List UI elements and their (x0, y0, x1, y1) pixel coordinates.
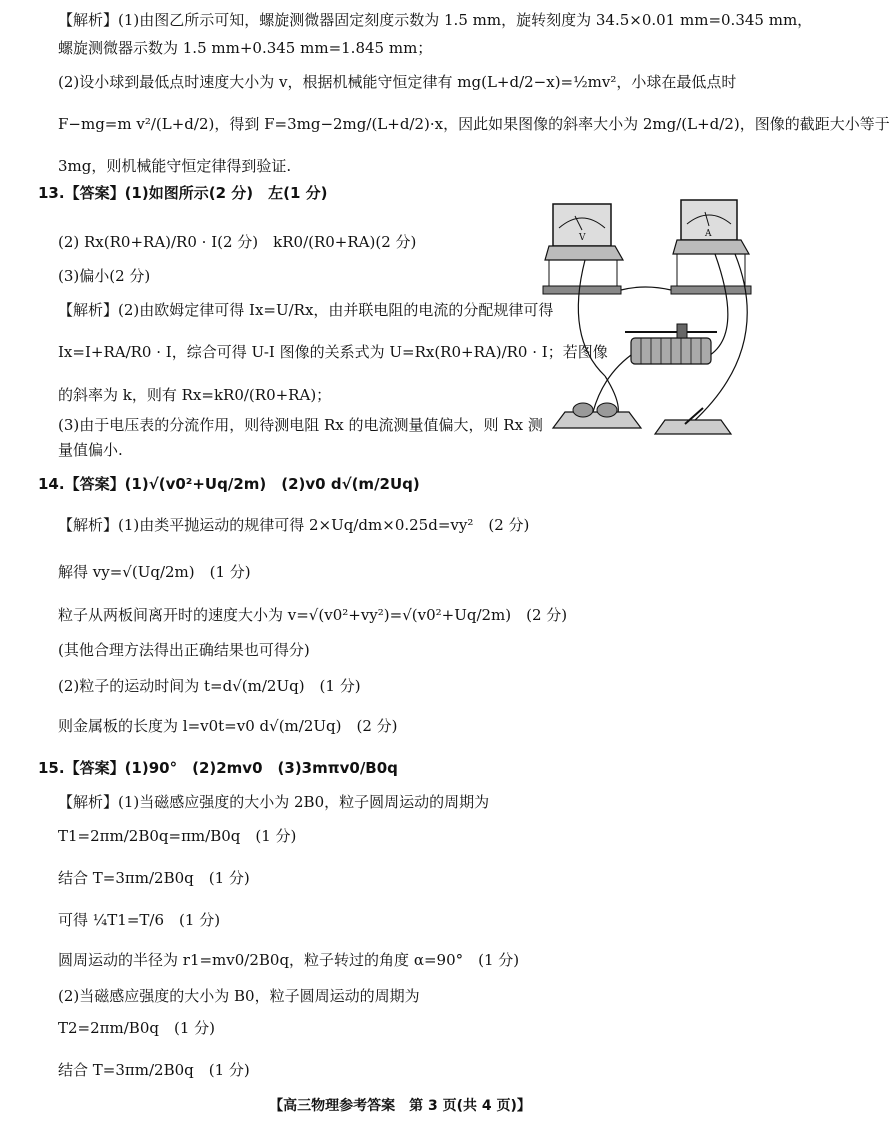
line-15: 【解析】(1)由类平抛运动的规律可得 2×Uq/dm×0.25d=vy² (2 分) (58, 516, 530, 534)
line-5: 3mg，则机械能守恒定律得到验证. (58, 157, 292, 175)
line-13: 量值偏小. (58, 441, 123, 459)
line-9: 【解析】(2)由欧姆定律可得 Ix=U/Rx，由并联电阻的电流的分配规律可得 (58, 301, 554, 319)
line-12: (3)由于电压表的分流作用，则待测电阻 Rx 的电流测量值偏大，则 Rx 测 (58, 416, 543, 434)
line-6: 13.【答案】(1)如图所示(2 分) 左(1 分) (38, 184, 328, 202)
line-21: 15.【答案】(1)90° (2)2mv0 (3)3mπv0/B0q (38, 759, 398, 777)
battery-icon (553, 403, 641, 428)
voltmeter-icon (543, 204, 623, 294)
line-18: (其他合理方法得出正确结果也可得分) (58, 641, 310, 659)
line-1: 【解析】(1)由图乙所示可知，螺旋测微器固定刻度示数为 1.5 mm，旋转刻度为 34.5×0.01 mm=0.345 mm， (58, 11, 813, 29)
voltmeter-label: V (579, 233, 586, 243)
line-17: 粒子从两板间离开时的速度大小为 v=√(v0²+vy²)=√(v0²+Uq/2m) (2 分) (58, 606, 568, 624)
page-footer: 【高三物理参考答案 第 3 页(共 4 页)】 (269, 1098, 531, 1114)
line-19: (2)粒子的运动时间为 t=d√(m/2Uq) (1 分) (58, 677, 361, 695)
line-8: (3)偏小(2 分) (58, 267, 151, 285)
switch-icon (655, 408, 731, 434)
line-24: 结合 T=3πm/2B0q (1 分) (58, 869, 250, 887)
line-29: 结合 T=3πm/2B0q (1 分) (58, 1061, 250, 1079)
line-16: 解得 vy=√(Uq/2m) (1 分) (58, 563, 251, 581)
line-23: T1=2πm/2B0q=πm/B0q (1 分) (58, 827, 297, 845)
line-14: 14.【答案】(1)√(v0²+Uq/2m) (2)v0 d√(m/2Uq) (38, 475, 420, 493)
line-20: 则金属板的长度为 l=v0t=v0 d√(m/2Uq) (2 分) (58, 717, 398, 735)
line-26: 圆周运动的半径为 r1=mv0/2B0q，粒子转过的角度 α=90° (1 分) (58, 951, 520, 969)
line-2: 螺旋测微器示数为 1.5 mm+0.345 mm=1.845 mm； (58, 39, 433, 57)
line-7: (2) Rx(R0+RA)/R0 · I(2 分) kR0/(R0+RA)(2 分) (58, 233, 417, 251)
line-27: (2)当磁感应强度的大小为 B0，粒子圆周运动的周期为 (58, 987, 420, 1005)
line-4: F−mg=m v²/(L+d/2)，得到 F=3mg−2mg/(L+d/2)·x，因此如果图像的斜率大小为 2mg/(L+d/2)，图像的截距大小等于 (58, 115, 890, 133)
line-3: (2)设小球到最低点时速度大小为 v，根据机械能守恒定律有 mg(L+d/2−x)=½mv²，小球在最低点时 (58, 73, 737, 91)
line-28: T2=2πm/B0q (1 分) (58, 1019, 215, 1037)
ammeter-icon (671, 200, 751, 294)
line-11: 的斜率为 k，则有 Rx=kR0/(R0+RA)； (58, 386, 332, 404)
ammeter-label: A (705, 229, 712, 239)
line-10: Ix=I+RA/R0 · I，综合可得 U-I 图像的关系式为 U=Rx(R0+RA)/R0 · I；若图像 (58, 343, 608, 361)
line-25: 可得 ¼T1=T/6 (1 分) (58, 911, 221, 929)
rheostat-icon (625, 324, 717, 364)
circuit-diagram (545, 198, 773, 440)
line-22: 【解析】(1)当磁感应强度的大小为 2B0，粒子圆周运动的周期为 (58, 793, 490, 811)
